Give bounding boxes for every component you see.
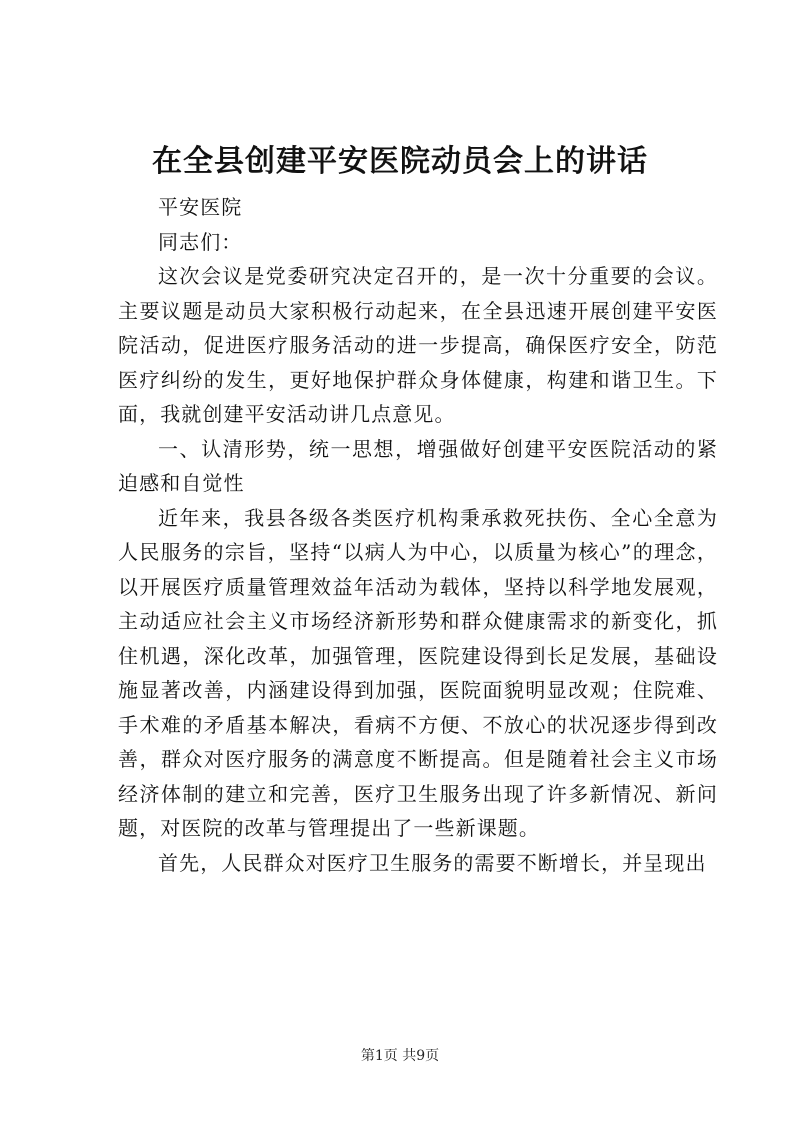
document-title: 在全县创建平安医院动员会上的讲话	[152, 144, 648, 179]
paragraph: 近年来，我县各级各类医疗机构秉承救死扶伤、全心全意为人民服务的宗旨，坚持“以病人为中心，以质量为核心”的理念，以开展医疗质量管理效益年活动为载体，坚持以科学地发展观，主动适应社会主义市场经济新形势和群众健康需求的新变化，抓住机遇，深化改革，加强管理，医院建设得到长足发展，基础设施显著改善，内涵建设得到加强，医院面貌明显改观；住院难、手术难的矛盾基本解决，看病不方便、不放心的状况逐步得到改善，群众对医疗服务的满意度不断提高。但是随着社会主义市场经济体制的建立和完善，医疗卫生服务出现了许多新情况、新问题，对医院的改革与管理提出了一些新课题。	[118, 505, 718, 840]
page-number: 第1页 共9页	[360, 1048, 440, 1064]
document-body	[118, 190, 718, 880]
paragraph: 平安医院	[158, 195, 243, 219]
paragraph: 同志们：	[158, 229, 243, 254]
section-heading: 一、认清形势，统一思想，增强做好创建平安医院活动的紧迫感和自觉性	[118, 436, 718, 495]
paragraph: 这次会议是党委研究决定召开的，是一次十分重要的会议。主要议题是动员大家积极行动起来，在全县迅速开展创建平安医院活动，促进医疗服务活动的进一步提高，确保医疗安全，防范医疗纠纷的发生，更好地保护群众身体健康，构建和谐卫生。下面，我就创建平安活动讲几点意见。	[118, 264, 718, 426]
paragraph: 首先，人民群众对医疗卫生服务的需要不断增长，并呈现出	[158, 850, 707, 875]
